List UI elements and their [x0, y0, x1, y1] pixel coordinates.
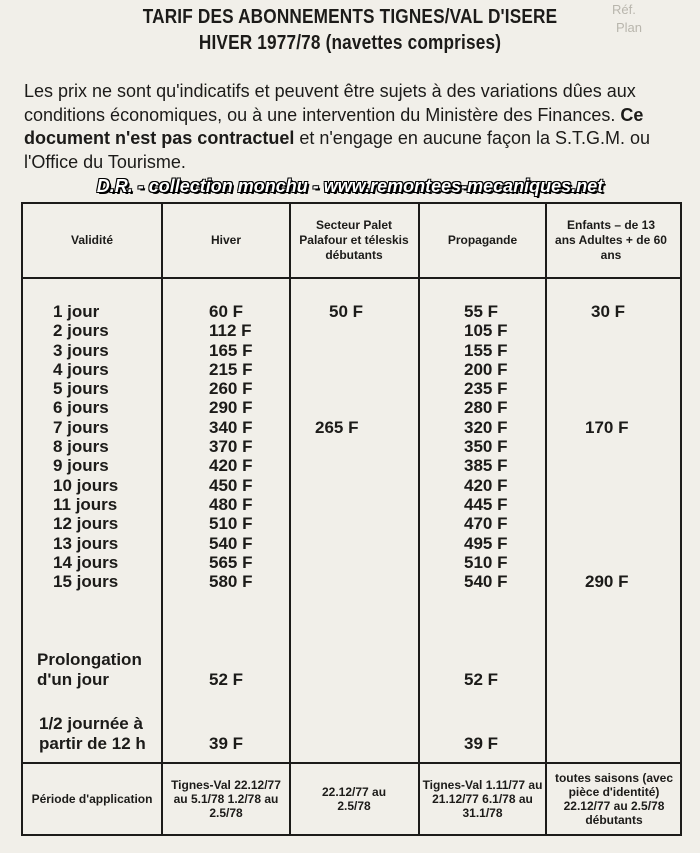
- header-validite: Validité: [70, 233, 114, 247]
- day-label: 2 jours: [53, 321, 109, 341]
- prolongation-label-1: Prolongation: [37, 650, 142, 669]
- hiver-price: 290 F: [209, 398, 253, 418]
- footer-enfants: toutes saisons (avec pièce d'identité) 22.12/77 au 2.5/78 débutants: [554, 771, 674, 827]
- header-enfants: Enfants – de 13 ans Adultes + de 60 ans: [555, 218, 667, 262]
- propagande-price: 200 F: [464, 359, 508, 379]
- day-label: 5 jours: [53, 379, 109, 399]
- intro-text: et n'engage en aucune façon la S.T.G.M. ou l'Office du Tourisme.: [24, 128, 651, 172]
- day-label: 3 jours: [53, 340, 109, 360]
- hiver-price: 165 F: [209, 340, 253, 360]
- hiver-price: 260 F: [209, 379, 253, 399]
- intro-bold: Ce document n'est pas contractuel: [24, 104, 644, 148]
- days-column: [53, 302, 118, 591]
- enfants-7-jours: 170 F: [585, 418, 629, 437]
- day-label: 7 jours: [53, 417, 109, 437]
- header-secteur: Secteur Palet Palafour et téleskis débutants: [299, 218, 409, 262]
- footer-hiver: Tignes-Val 22.12/77 au 5.1/78 1.2/78 au 2.5/78: [171, 778, 281, 820]
- hiver-price: 370 F: [209, 437, 253, 457]
- secteur-1-jour: 50 F: [329, 302, 364, 321]
- enfants-1-jour: 30 F: [591, 302, 626, 321]
- watermark-credit: D.R. - collection monchu - www.remontees-mecaniques.net: [96, 176, 604, 196]
- divider: [23, 277, 680, 279]
- day-label: 8 jours: [53, 437, 109, 457]
- hiver-price: 215 F: [209, 359, 253, 379]
- hiver-price: 480 F: [209, 494, 253, 514]
- divider: [545, 204, 547, 834]
- hiver-price: 510 F: [209, 514, 253, 534]
- propagande-price: 420 F: [464, 475, 508, 495]
- propagande-price: 235 F: [464, 379, 508, 399]
- hiver-price: 60 F: [209, 302, 244, 321]
- propagande-column: [464, 302, 507, 591]
- footer-label: Période d'application: [31, 792, 153, 806]
- day-label: 9 jours: [53, 456, 109, 476]
- propagande-price: 105 F: [464, 321, 508, 341]
- day-label: 4 jours: [53, 359, 109, 379]
- propagande-price: 350 F: [464, 437, 508, 457]
- divider: [418, 204, 420, 834]
- day-label: 11 jours: [53, 494, 118, 514]
- propagande-price: 540 F: [464, 572, 508, 592]
- intro-text: Les prix ne sont qu'indicatifs et peuvent être sujets à des variations dûes aux conditions économiques, ou à une intervention du Ministère des Finances.: [24, 81, 636, 125]
- prolongation-propagande: 52 F: [464, 670, 499, 689]
- footer-propagande: Tignes-Val 1.11/77 au 21.12/77 6.1/78 au 31.1/78: [422, 778, 543, 820]
- hiver-price: 112 F: [209, 321, 252, 341]
- propagande-price: 510 F: [464, 552, 508, 572]
- propagande-price: 445 F: [464, 494, 508, 514]
- propagande-price: 385 F: [464, 456, 508, 476]
- enfants-14-jours: 290 F: [585, 572, 629, 591]
- demi-label-2: partir de 12 h: [39, 734, 146, 753]
- divider: [289, 204, 291, 834]
- propagande-price: 280 F: [464, 398, 508, 418]
- propagande-price: 320 F: [464, 417, 508, 437]
- day-label: 10 jours: [53, 475, 119, 495]
- hiver-price: 420 F: [209, 456, 253, 476]
- bleed-text: Réf.: [612, 2, 636, 17]
- demi-propagande: 39 F: [464, 734, 499, 753]
- page-title: TARIF DES ABONNEMENTS TIGNES/VAL D'ISERE: [142, 6, 558, 28]
- day-label: 15 jours: [53, 572, 119, 592]
- day-label: 13 jours: [53, 533, 119, 553]
- propagande-price: 155 F: [464, 340, 508, 360]
- day-label: 14 jours: [53, 552, 119, 572]
- prolongation-label-2: d'un jour: [37, 670, 110, 689]
- propagande-price: 495 F: [464, 533, 508, 553]
- demi-hiver: 39 F: [209, 734, 244, 753]
- hiver-price: 540 F: [209, 533, 253, 553]
- tariff-table: [21, 202, 682, 836]
- hiver-column: [209, 302, 252, 591]
- day-label: 1 jour: [53, 302, 100, 321]
- intro-paragraph: [24, 80, 684, 174]
- footer-secteur: 22.12/77 au 2.5/78: [321, 785, 387, 813]
- bleed-text: Plan: [616, 20, 643, 35]
- demi-label-1: 1/2 journée à: [39, 714, 143, 733]
- day-label: 6 jours: [53, 398, 109, 418]
- page-subtitle: HIVER 1977/78 (navettes comprises): [198, 32, 502, 54]
- hiver-price: 565 F: [209, 552, 253, 572]
- propagande-price: 55 F: [464, 302, 499, 321]
- prolongation-hiver: 52 F: [209, 670, 244, 689]
- day-label: 12 jours: [53, 514, 119, 534]
- header-propagande: Propagande: [447, 233, 518, 247]
- hiver-price: 580 F: [209, 572, 253, 592]
- header-hiver: Hiver: [210, 233, 242, 247]
- divider: [161, 204, 163, 834]
- propagande-price: 470 F: [464, 514, 508, 534]
- hiver-price: 340 F: [209, 417, 253, 437]
- hiver-price: 450 F: [209, 475, 253, 495]
- secteur-7-jours: 265 F: [315, 418, 359, 437]
